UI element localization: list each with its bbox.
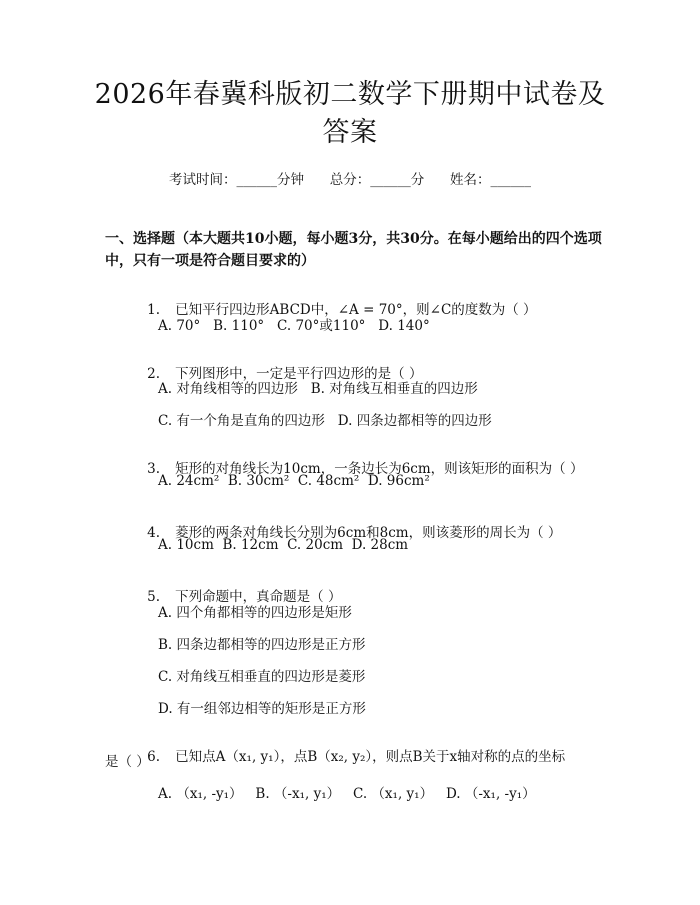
question-3-options: A. 24cm² B. 30cm² C. 48cm² D. 96cm² bbox=[158, 473, 430, 489]
student-name-label: 姓名：______ bbox=[450, 172, 531, 188]
page-title: 2026年春冀科版初二数学下册期中试卷及答案 bbox=[94, 79, 606, 148]
question-stem: 已知平行四边形ABCD中，∠A = 70°，则∠C的度数为（ ） bbox=[175, 302, 537, 318]
exam-time-label: 考试时间：______分钟 bbox=[169, 172, 304, 188]
question-number: 5. bbox=[147, 589, 161, 605]
question-number: 2. bbox=[147, 366, 161, 382]
question-stem: 已知点A（x₁, y₁），点B（x₂, y₂），则点B关于x轴对称的点的坐标 bbox=[175, 749, 566, 765]
question-stem: 下列命题中，真命题是（ ） bbox=[175, 589, 342, 605]
question-5-option-c: C. 对角线互相垂直的四边形是菱形 bbox=[158, 669, 366, 685]
exam-info-row bbox=[0, 168, 700, 188]
question-number: 4. bbox=[147, 525, 161, 541]
question-stem: 菱形的两条对角线长分别为6cm和8cm，则该菱形的周长为（ ） bbox=[175, 525, 562, 541]
total-score-label: 总分：______分 bbox=[329, 172, 425, 188]
question-number: 1. bbox=[147, 302, 161, 318]
question-6-options: A. （x₁, -y₁） B. （-x₁, y₁） C. （x₁, y₁） D. （-x₁, -y₁） bbox=[158, 786, 536, 802]
question-2-options-cd: C. 有一个角是直角的四边形 D. 四条边都相等的四边形 bbox=[158, 413, 492, 429]
question-number: 3. bbox=[147, 461, 161, 477]
question-2-options-ab: A. 对角线相等的四边形 B. 对角线互相垂直的四边形 bbox=[158, 381, 478, 397]
question-stem: 矩形的对角线长为10cm，一条边长为6cm，则该矩形的面积为（ ） bbox=[175, 461, 584, 477]
question-5-option-b: B. 四条边都相等的四边形是正方形 bbox=[158, 637, 366, 653]
question-5-option-a: A. 四个角都相等的四边形是矩形 bbox=[158, 605, 352, 621]
question-5-option-d: D. 有一组邻边相等的矩形是正方形 bbox=[158, 701, 366, 717]
section-heading-choice: 一、选择题（本大题共10小题，每小题3分，共30分。在每小题给出的四个选项中，只有一项是符合题目要求的） bbox=[105, 231, 602, 269]
question-6 bbox=[130, 729, 565, 781]
question-6-stem-continued: 是（ ） bbox=[105, 754, 150, 770]
question-number: 6. bbox=[147, 749, 161, 765]
question-stem: 下列图形中，一定是平行四边形的是（ ） bbox=[175, 366, 423, 382]
question-4-options: A. 10cm B. 12cm C. 20cm D. 28cm bbox=[158, 537, 409, 553]
question-1-options: A. 70° B. 110° C. 70°或110° D. 140° bbox=[158, 318, 430, 334]
